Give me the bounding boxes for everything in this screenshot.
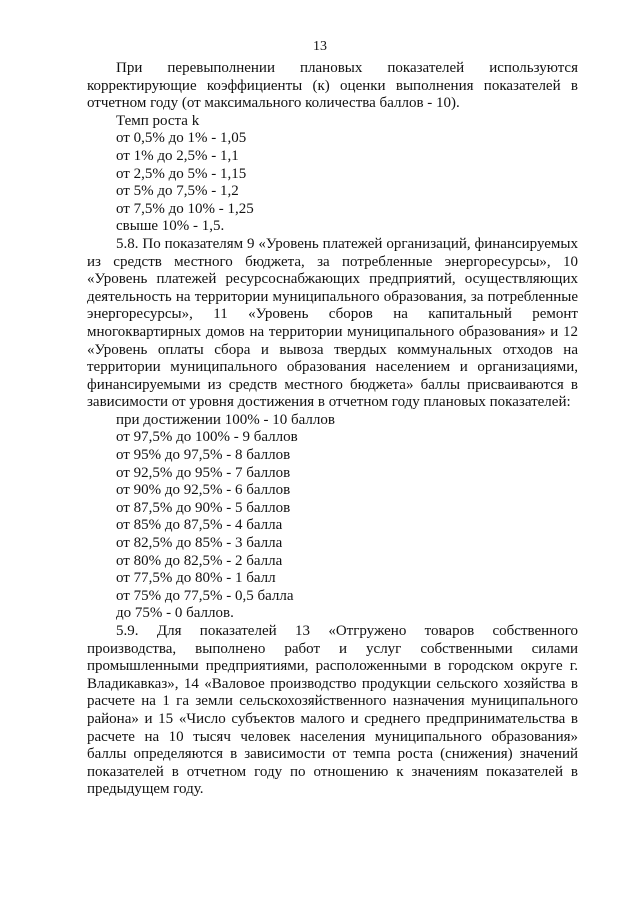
list-item: от 92,5% до 95% - 7 баллов bbox=[116, 464, 291, 481]
list-item: до 75% - 0 баллов. bbox=[116, 605, 234, 622]
growth-rate-label: Темп роста k bbox=[116, 112, 200, 129]
list-item: при достижении 100% - 10 баллов bbox=[116, 411, 335, 428]
section-5-9: 5.9. Для показателей 13 «Отгружено товаров собственного производства, выполнено работ и услуг собственными силами промышленными предприятиями, расположенными в городском округе г. Владикавказ», 14 «Валовое производство продукции сельского хозяйства в расчете на 1 га земли сельскохозяйственного назначения муниципального района» и 15 «Число субъектов малого и среднего предпринимательства в расчете на 10 тысяч человек населения муниципального образования» баллы определяются в зависимости от темпа роста (снижения) значений показателей в отчетном году по отношению к значениям показателей в предыдущем году. bbox=[87, 623, 578, 798]
list-item: от 1% до 2,5% - 1,1 bbox=[116, 147, 239, 164]
list-item: от 77,5% до 80% - 1 балл bbox=[116, 570, 276, 587]
list-item: от 5% до 7,5% - 1,2 bbox=[116, 183, 239, 200]
document-body bbox=[87, 60, 578, 799]
list-item: от 2,5% до 5% - 1,15 bbox=[116, 165, 247, 182]
list-item: от 87,5% до 90% - 5 баллов bbox=[116, 499, 291, 516]
growth-rate-list bbox=[87, 113, 578, 236]
list-item: от 90% до 92,5% - 6 баллов bbox=[116, 482, 291, 499]
section-5-8: 5.8. По показателям 9 «Уровень платежей организаций, финансируемых из средств местного бюджета, за потребленные энергоресурсы», 10 «Уровень платежей ресурсоснабжающих предприятий, осуществляющих деятельность на территории муниципального образования, за потребленные энергоресурсы», 11 «Уровень сборов на капитальный ремонт многоквартирных домов на территории муниципального образования» и 12 «Уровень оплаты сбора и вывоза твердых коммунальных отходов на территории муниципального образования населением и организациями, финансируемыми из средств местного бюджета» баллы присваиваются в зависимости от уровня достижения в отчетном году плановых показателей: bbox=[87, 235, 578, 411]
list-item: от 95% до 97,5% - 8 баллов bbox=[116, 447, 291, 464]
list-item: свыше 10% - 1,5. bbox=[116, 218, 225, 235]
list-item: от 85% до 87,5% - 4 балла bbox=[116, 517, 283, 534]
list-item: от 7,5% до 10% - 1,25 bbox=[116, 200, 254, 217]
paragraph-overfulfillment: При перевыполнении плановых показателей используются корректирующие коэффициенты (к) оценки выполнения показателей в отчетном году (от максимального количества баллов - 10). bbox=[87, 60, 578, 112]
list-item: от 75% до 77,5% - 0,5 балла bbox=[116, 587, 294, 604]
achievement-list bbox=[87, 412, 578, 623]
list-item: от 80% до 82,5% - 2 балла bbox=[116, 552, 283, 569]
list-item: от 0,5% до 1% - 1,05 bbox=[116, 130, 247, 147]
page-number: 13 bbox=[313, 39, 327, 54]
list-item: от 82,5% до 85% - 3 балла bbox=[116, 535, 283, 552]
list-item: от 97,5% до 100% - 9 баллов bbox=[116, 429, 298, 446]
